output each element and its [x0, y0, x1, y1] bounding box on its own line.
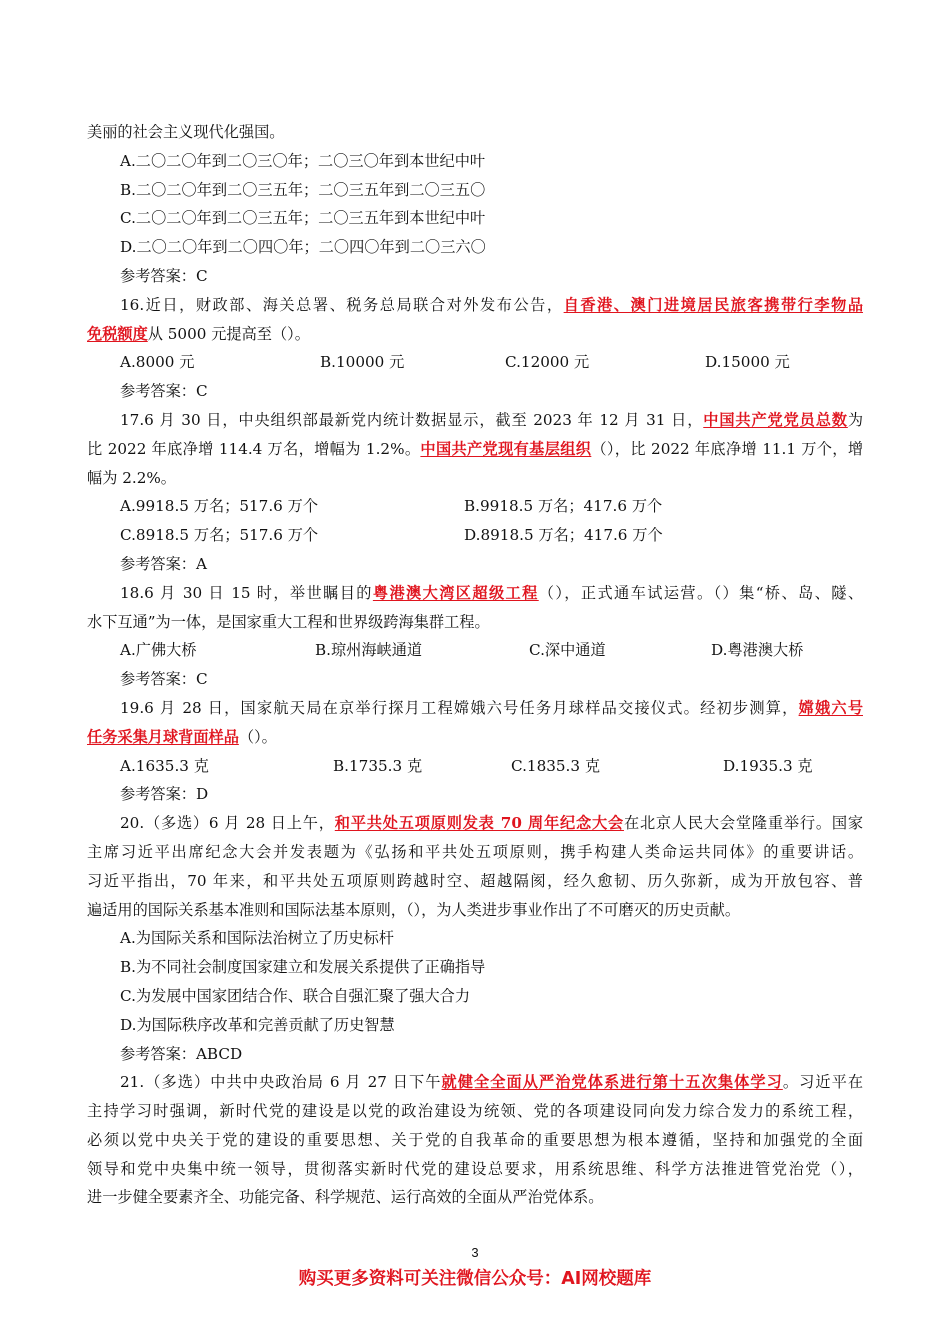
q21-stem-line2: 主持学习时强调，新时代党的建设是以党的政治建设为统领、党的各项建设同向发力综合发力的系统工程，: [87, 1102, 863, 1121]
q16-stem-line1: 16.近日，财政部、海关总署、税务总局联合对外发布公告，自香港、澳门进境居民旅客携带行李物品: [120, 295, 863, 314]
q15-option-d: D.二〇二〇年到二〇四〇年；二〇四〇年到二〇三六〇: [120, 238, 486, 257]
q20-stem-line2: 主席习近平出席纪念大会并发表题为《弘扬和平共处五项原则，携手构建人类命运共同体》的重要讲话。: [87, 842, 863, 861]
q17-option-a: A.9918.5 万名；517.6 万个: [120, 497, 319, 516]
q17-options-row2: [87, 521, 863, 550]
q16-options: [87, 348, 863, 377]
q20-stem-line4: 遍适用的国际关系基本准则和国际法基本原则，（），为人类进步事业作出了不可磨灭的历史贡献。: [87, 900, 741, 919]
q17-options-row1: [87, 492, 863, 521]
q17-option-b: B.9918.5 万名；417.6 万个: [464, 497, 663, 516]
q19-highlight-2: 任务采集月球背面样品: [87, 727, 239, 746]
q18-answer: 参考答案：C: [120, 670, 208, 689]
q19-option-b: B.1735.3 克: [333, 756, 423, 775]
q20-stem-line3: 习近平指出，70 年来，和平共处五项原则跨越时空、超越隔阂，经久愈韧、历久弥新，成为开放包容、普: [87, 871, 863, 890]
q16-option-a: A.8000 元: [120, 353, 195, 372]
q18-stem-line2: 水下互通”为一体，是国家重大工程和世界级跨海集群工程。: [87, 612, 490, 631]
footer-promo: 购买更多资料可关注微信公众号：AI网校题库: [298, 1269, 652, 1289]
q20-stem-line1: 20.（多选）6 月 28 日上午，和平共处五项原则发表 70 周年纪念大会在北京人民大会堂隆重举行。国家: [120, 814, 863, 833]
q18-stem-line1: 18.6 月 30 日 15 时，举世瞩目的粤港澳大湾区超级工程（），正式通车试运营。（）集“桥、岛、隧、: [120, 583, 863, 602]
q18-option-c: C.深中通道: [529, 641, 606, 660]
q18-option-d: D.粤港澳大桥: [711, 641, 804, 660]
q21-stem-line3: 必须以党中央关于党的建设的重要思想、关于党的自我革命的重要思想为根本遵循，坚持和加强党的全面: [87, 1130, 863, 1149]
q16-answer: 参考答案：C: [120, 382, 208, 401]
q16-option-b: B.10000 元: [320, 353, 405, 372]
q17-highlight: 中国共产党党员总数: [703, 410, 848, 429]
q17-option-c: C.8918.5 万名；517.6 万个: [120, 526, 319, 545]
q19-stem-line2: 任务采集月球背面样品（）。: [87, 727, 277, 746]
q21-stem-line1: 21.（多选）中共中央政治局 6 月 27 日下午就健全全面从严治党体系进行第十五次集体学习。习近平在: [120, 1073, 863, 1092]
q17-option-d: D.8918.5 万名；417.6 万个: [464, 526, 663, 545]
q21-stem-line5: 进一步健全要素齐全、功能完备、科学规范、运行高效的全面从严治党体系。: [87, 1188, 604, 1207]
q15-answer: 参考答案：C: [120, 266, 208, 285]
page-number: 3: [471, 1245, 479, 1260]
q21-highlight: 就健全全面从严治党体系进行第十五次集体学习: [441, 1073, 783, 1092]
q15-option-b: B.二〇二〇年到二〇三五年；二〇三五年到二〇三五〇: [120, 180, 486, 199]
q15-option-c: C.二〇二〇年到二〇三五年；二〇三五年到本世纪中叶: [120, 209, 486, 228]
q20-option-a: A.为国际关系和国际法治树立了历史标杆: [120, 929, 394, 948]
q20-highlight: 和平共处五项原则发表 70 周年纪念大会: [334, 814, 624, 833]
q20-answer: 参考答案：ABCD: [120, 1044, 243, 1063]
q19-option-a: A.1635.3 克: [120, 756, 209, 775]
q16-option-c: C.12000 元: [505, 353, 590, 372]
q16-stem-line2: 免税额度从 5000 元提高至（）。: [87, 324, 310, 343]
q17-highlight-2: 中国共产党现有基层组织: [420, 439, 592, 458]
q18-options: [87, 636, 863, 665]
q19-answer: 参考答案：D: [120, 785, 209, 804]
q19-options: [87, 752, 863, 781]
q19-stem-line1: 19.6 月 28 日，国家航天局在京举行探月工程嫦娥六号任务月球样品交接仪式。经初步测算，嫦娥六号: [120, 698, 863, 717]
q19-option-c: C.1835.3 克: [511, 756, 601, 775]
q17-answer: 参考答案：A: [120, 554, 207, 573]
q18-option-b: B.琼州海峡通道: [315, 641, 423, 660]
intro-tail: 美丽的社会主义现代化强国。: [87, 123, 285, 141]
q18-highlight: 粤港澳大湾区超级工程: [372, 583, 539, 602]
q19-highlight: 嫦娥六号: [798, 698, 863, 717]
q17-stem-line1: 17.6 月 30 日，中央组织部最新党内统计数据显示，截至 2023 年 12 月 31 日，中国共产党党员总数为: [120, 410, 863, 429]
q16-option-d: D.15000 元: [705, 353, 790, 372]
q20-option-b: B.为不同社会制度国家建立和发展关系提供了正确指导: [120, 958, 486, 977]
document-body: [87, 118, 863, 1212]
q18-option-a: A.广佛大桥: [120, 641, 197, 660]
q20-option-c: C.为发展中国家团结合作、联合自强汇聚了强大合力: [120, 986, 471, 1005]
q20-option-d: D.为国际秩序改革和完善贡献了历史智慧: [120, 1015, 395, 1034]
q16-highlight-2: 免税额度: [87, 324, 148, 343]
q17-stem-line2: 比 2022 年底净增 114.4 万名，增幅为 1.2%。中国共产党现有基层组织（），比 2022 年底净增 11.1 万个，增: [87, 439, 863, 458]
q19-option-d: D.1935.3 克: [723, 756, 813, 775]
q16-highlight: 自香港、澳门进境居民旅客携带行李物品: [563, 295, 863, 314]
q15-option-a: A.二〇二〇年到二〇三〇年；二〇三〇年到本世纪中叶: [120, 151, 486, 170]
q17-stem-line3: 幅为 2.2%。: [87, 468, 176, 487]
q21-stem-line4: 领导和党中央集中统一领导，贯彻落实新时代党的建设总要求，用系统思维、科学方法推进管党治党（），: [87, 1159, 863, 1178]
